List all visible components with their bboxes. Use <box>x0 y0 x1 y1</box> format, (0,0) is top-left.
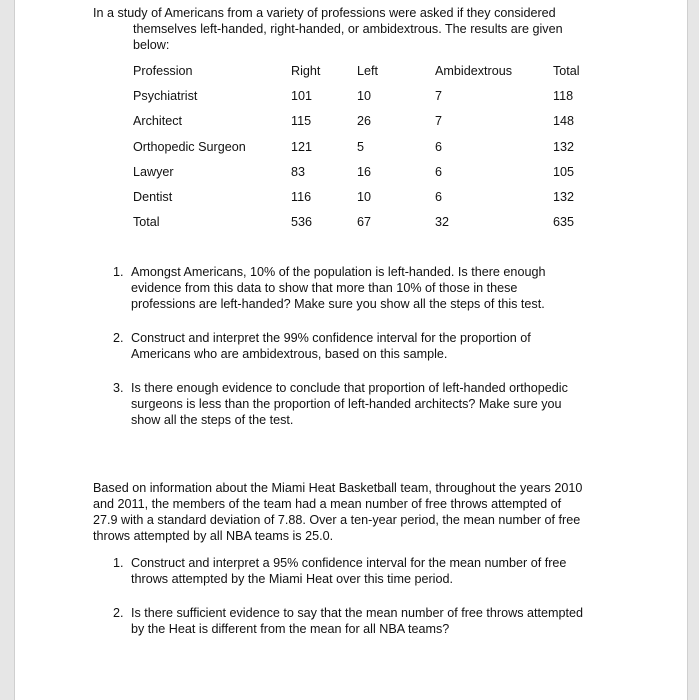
table-cell: 101 <box>291 88 313 103</box>
question-line: evidence from this data to show that more than 10% of those in these <box>131 281 518 295</box>
table-row <box>133 159 593 184</box>
question-list <box>113 264 603 312</box>
question-line: Amongst Americans, 10% of the population is left-handed. Is there enough <box>131 265 546 279</box>
question-number: 2. <box>113 606 124 620</box>
question-number: 1. <box>113 556 124 570</box>
table-cell: 6 <box>435 139 443 154</box>
table-cell: 536 <box>291 215 313 230</box>
table-cell: 121 <box>291 139 313 154</box>
table-cell: 6 <box>435 190 443 205</box>
table-row <box>133 83 593 108</box>
table-cell: Lawyer <box>133 164 174 179</box>
table-cell: 115 <box>291 114 312 129</box>
table-cell: Architect <box>133 114 182 129</box>
table-cell: 132 <box>553 139 575 154</box>
question-number: 2. <box>113 331 124 345</box>
table-cell: Orthopedic Surgeon <box>133 139 246 154</box>
table-cell: 118 <box>553 88 574 103</box>
question-line: Is there sufficient evidence to say that the mean number of free throws attempted <box>131 606 583 620</box>
table-cell: 16 <box>357 164 372 179</box>
question-list <box>113 330 603 362</box>
table-cell: 5 <box>357 139 365 154</box>
question-item <box>113 330 603 362</box>
paragraph-line: 27.9 with a standard deviation of 7.88. Over a ten-year period, the mean number of free <box>93 513 581 527</box>
paragraph-line: Based on information about the Miami Heat Basketball team, throughout the years 2010 <box>93 481 583 495</box>
table-cell: 7 <box>435 88 443 103</box>
table-cell: 26 <box>357 114 372 129</box>
header-cell: Total <box>553 63 580 78</box>
question-number: 1. <box>113 265 124 279</box>
table-cell: Total <box>133 215 160 230</box>
question-line: Is there enough evidence to conclude that proportion of left-handed orthopedic <box>131 381 568 395</box>
intro-line: themselves left-handed, right-handed, or ambidextrous. The results are given <box>133 22 563 36</box>
table-cell: 10 <box>357 88 372 103</box>
question-line: show all the steps of the test. <box>131 413 294 427</box>
intro-line: below: <box>133 38 170 52</box>
header-cell: Left <box>357 63 379 78</box>
table-cell: 32 <box>435 215 450 230</box>
question-line: Construct and interpret a 95% confidence interval for the mean number of free <box>131 556 567 570</box>
table-cell: 132 <box>553 190 575 205</box>
header-cell: Profession <box>133 63 193 78</box>
table-row <box>133 134 593 159</box>
question-list <box>113 380 603 428</box>
table-cell: Dentist <box>133 190 173 205</box>
table-cell: 7 <box>435 114 443 129</box>
table-row <box>133 184 593 209</box>
table-cell: 10 <box>357 190 372 205</box>
question-line: professions are left-handed? Make sure you show all the steps of this test. <box>131 297 545 311</box>
question-list <box>113 555 618 587</box>
handedness-table <box>133 58 593 235</box>
table-cell: Psychiatrist <box>133 88 198 103</box>
question-number: 3. <box>113 381 124 395</box>
table-cell: 116 <box>291 190 312 205</box>
question-list <box>113 605 618 637</box>
header-cell: Right <box>291 63 321 78</box>
question-item <box>113 555 618 587</box>
question-line: throws attempted by the Miami Heat over this time period. <box>131 572 453 586</box>
table-cell: 6 <box>435 164 443 179</box>
header-cell: Ambidextrous <box>435 63 512 78</box>
question-line: by the Heat is different from the mean for all NBA teams? <box>131 622 450 636</box>
question-item <box>113 380 603 428</box>
table-cell: 635 <box>553 215 575 230</box>
table-row <box>133 109 593 134</box>
intro-paragraph <box>93 5 613 53</box>
miami-heat-paragraph <box>93 480 618 544</box>
question-line: surgeons is less than the proportion of left-handed architects? Make sure you <box>131 397 562 411</box>
question-item <box>113 605 618 637</box>
table-cell: 105 <box>553 164 575 179</box>
question-line: Americans who are ambidextrous, based on this sample. <box>131 347 448 361</box>
paragraph-line: and 2011, the members of the team had a mean number of free throws attempted of <box>93 497 562 511</box>
table-cell: 83 <box>291 164 306 179</box>
table-cell: 67 <box>357 215 372 230</box>
intro-line: In a study of Americans from a variety of professions were asked if they considered <box>93 6 556 20</box>
table-total-row <box>133 210 593 235</box>
question-line: Construct and interpret the 99% confidence interval for the proportion of <box>131 331 531 345</box>
document-page <box>14 0 688 700</box>
table-cell: 148 <box>553 114 575 129</box>
question-item <box>113 264 603 312</box>
table-header-row <box>133 58 593 83</box>
paragraph-line: throws attempted by all NBA teams is 25.0. <box>93 529 334 543</box>
